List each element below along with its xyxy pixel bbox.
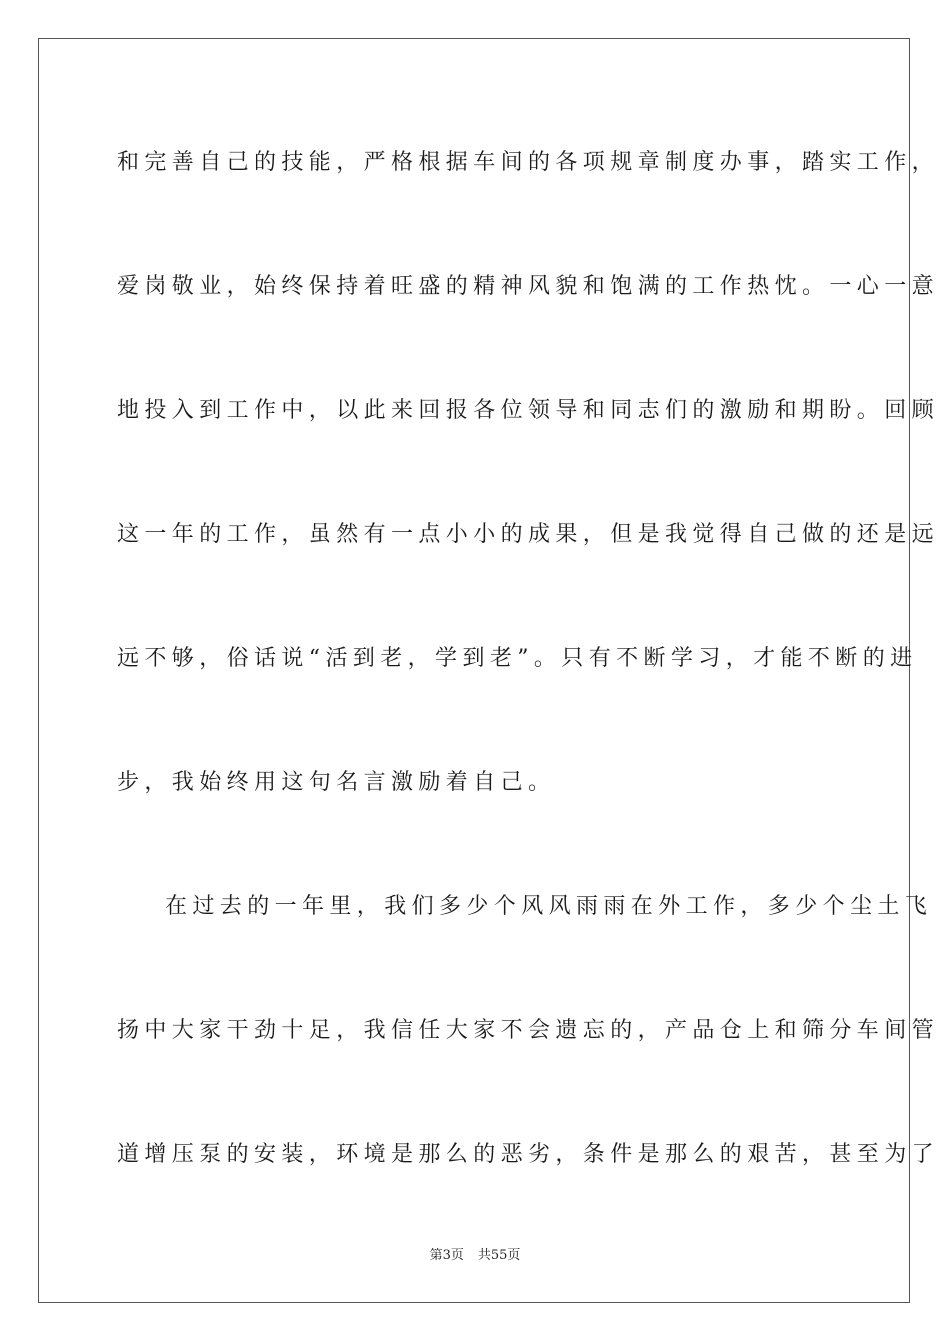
text-line: 步，我始终用这句名言激励着自己。 <box>117 770 556 795</box>
text-line: 地投入到工作中，以此来回报各位领导和同志们的激励和期盼。回顾 <box>117 398 940 423</box>
text-line: 扬中大家干劲十足，我信任大家不会遗忘的，产品仓上和筛分车间管 <box>117 1018 940 1043</box>
text-line: 远不够，俗话说“活到老，学到老”。只有不断学习，才能不断的进 <box>117 646 918 671</box>
text-line: 这一年的工作，虽然有一点小小的成果，但是我觉得自己做的还是远 <box>117 522 940 547</box>
page-footer <box>0 1244 950 1263</box>
page-number: 第3页 <box>429 1248 464 1263</box>
text-line: 和完善自己的技能，严格根据车间的各项规章制度办事，踏实工作， <box>117 150 940 175</box>
text-line: 爱岗敬业，始终保持着旺盛的精神风貌和饱满的工作热忱。一心一意 <box>117 274 940 299</box>
page-total: 共55页 <box>477 1248 521 1263</box>
text-line: 道增压泵的安装，环境是那么的恶劣，条件是那么的艰苦，甚至为了 <box>117 1142 940 1167</box>
paragraph-start-line: 在过去的一年里，我们多少个风风雨雨在外工作，多少个尘土飞 <box>165 894 933 919</box>
document-body <box>117 132 940 1248</box>
